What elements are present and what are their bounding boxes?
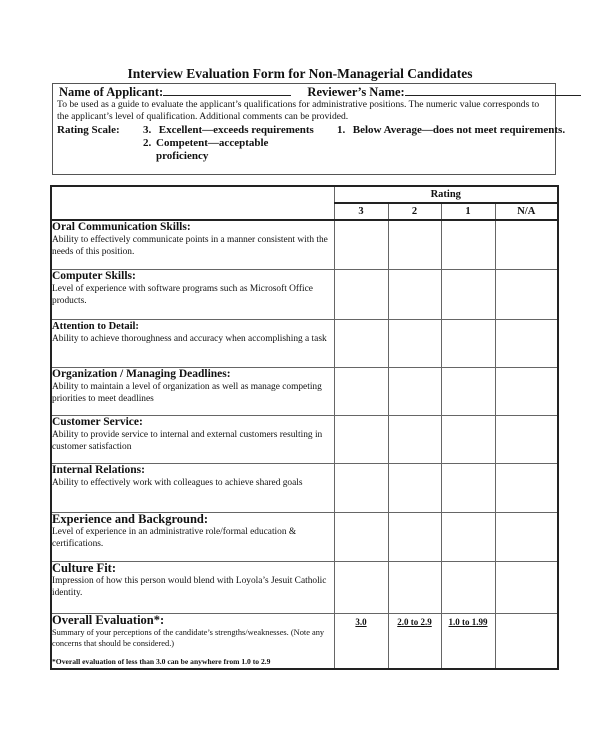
table-row	[51, 463, 558, 512]
criterion-title: Culture Fit:	[52, 560, 116, 575]
criterion-title: Customer Service:	[52, 415, 143, 428]
overall-evaluation-row	[51, 613, 558, 669]
rating-cell-na[interactable]	[495, 415, 558, 463]
criterion-description: Ability to effectively communicate points in a manner consistent with the needs of this position.	[52, 235, 328, 257]
rating-cell-3[interactable]	[334, 415, 388, 463]
rating-cell-3[interactable]	[334, 512, 388, 561]
rating-cell-3[interactable]	[334, 220, 388, 269]
rating-cell-na[interactable]	[495, 367, 558, 415]
column-header-2: 2	[388, 203, 441, 220]
rating-cell-na[interactable]	[495, 319, 558, 367]
rating-cell-1[interactable]	[441, 269, 495, 319]
rating-cell-1[interactable]	[441, 220, 495, 269]
form-title: Interview Evaluation Form for Non-Managerial Candidates	[127, 66, 473, 81]
overall-footnote: *Overall evaluation of less than 3.0 can be anywhere from 1.0 to 2.9	[52, 656, 271, 666]
rating-cell-3[interactable]	[334, 561, 388, 613]
scale-item-1: 1. Below Average—does not meet requirements.	[337, 124, 566, 136]
rating-cell-na[interactable]	[495, 561, 558, 613]
criterion-title: Experience and Background:	[52, 511, 209, 526]
criteria-header-cell	[51, 186, 334, 220]
evaluation-table	[50, 185, 559, 670]
rating-cell-1[interactable]	[441, 463, 495, 512]
overall-title: Overall Evaluation*:	[52, 612, 165, 627]
overall-range-na[interactable]	[495, 613, 558, 669]
rating-cell-3[interactable]	[334, 463, 388, 512]
column-header-3: 3	[334, 203, 388, 220]
rating-cell-3[interactable]	[334, 269, 388, 319]
rating-cell-3[interactable]	[334, 367, 388, 415]
column-header-na: N/A	[495, 203, 558, 220]
overall-description: Summary of your perceptions of the candidate’s strengths/weaknesses. (Note any concerns that should be considered.)	[52, 627, 325, 648]
rating-cell-2[interactable]	[388, 319, 441, 367]
rating-scale-label: Rating Scale:	[57, 124, 120, 136]
overall-range-1[interactable]: 1.0 to 1.99	[441, 613, 495, 669]
column-header-1: 1	[441, 203, 495, 220]
criterion-description: Ability to provide service to internal and external customers resulting in customer satisfaction	[52, 429, 323, 452]
scale-item-2: 2. Competent—acceptable proficiency	[143, 137, 269, 162]
table-row	[51, 512, 558, 561]
applicant-info-box	[52, 83, 566, 175]
applicant-name-field[interactable]	[163, 85, 291, 96]
criterion-description: Ability to effectively work with colleagues to achieve shared goals	[52, 477, 303, 488]
criterion-description: Level of experience in an administrative role/formal education & certifications.	[52, 526, 297, 549]
rating-cell-1[interactable]	[441, 319, 495, 367]
rating-cell-1[interactable]	[441, 512, 495, 561]
rating-cell-2[interactable]	[388, 512, 441, 561]
reviewer-name-label: Reviewer’s Name:	[307, 85, 405, 99]
table-row	[51, 415, 558, 463]
table-row	[51, 319, 558, 367]
rating-cell-na[interactable]	[495, 269, 558, 319]
rating-cell-na[interactable]	[495, 463, 558, 512]
criterion-description: Ability to maintain a level of organization as well as manage competing priorities to meet deadlines	[52, 381, 322, 404]
rating-cell-2[interactable]	[388, 220, 441, 269]
criterion-description: Level of experience with software programs such as Microsoft Office products.	[52, 283, 313, 306]
rating-cell-2[interactable]	[388, 561, 441, 613]
name-row	[59, 85, 581, 100]
criterion-description: Ability to achieve thoroughness and accuracy when accomplishing a task	[52, 333, 327, 344]
criterion-title: Oral Communication Skills:	[52, 221, 191, 233]
scale-item-3: 3. Excellent—exceeds requirements	[143, 124, 314, 136]
rating-cell-1[interactable]	[441, 415, 495, 463]
rating-cell-na[interactable]	[495, 220, 558, 269]
table-row	[51, 220, 558, 269]
table-row	[51, 561, 558, 613]
criterion-title: Internal Relations:	[52, 463, 145, 476]
reviewer-name-field[interactable]	[405, 85, 581, 96]
rating-cell-1[interactable]	[441, 561, 495, 613]
criterion-description: Impression of how this person would blend with Loyola’s Jesuit Catholic identity.	[52, 575, 327, 598]
criterion-title: Computer Skills:	[52, 269, 136, 282]
applicant-name-label: Name of Applicant:	[59, 85, 164, 99]
overall-range-3[interactable]: 3.0	[334, 613, 388, 669]
instructions-text: To be used as a guide to evaluate the applicant’s qualifications for administrative positions. The numeric value corresponds to the applicant’s level of qualification. Additional comments can be provided.	[57, 99, 540, 122]
overall-range-2[interactable]: 2.0 to 2.9	[388, 613, 441, 669]
rating-cell-na[interactable]	[495, 512, 558, 561]
rating-cell-2[interactable]	[388, 367, 441, 415]
rating-cell-2[interactable]	[388, 463, 441, 512]
table-row	[51, 367, 558, 415]
rating-header: Rating	[334, 186, 558, 203]
criterion-title: Organization / Managing Deadlines:	[52, 367, 231, 380]
rating-cell-3[interactable]	[334, 319, 388, 367]
criterion-title: Attention to Detail:	[52, 320, 139, 332]
rating-cell-1[interactable]	[441, 367, 495, 415]
rating-cell-2[interactable]	[388, 269, 441, 319]
table-row	[51, 269, 558, 319]
rating-cell-2[interactable]	[388, 415, 441, 463]
